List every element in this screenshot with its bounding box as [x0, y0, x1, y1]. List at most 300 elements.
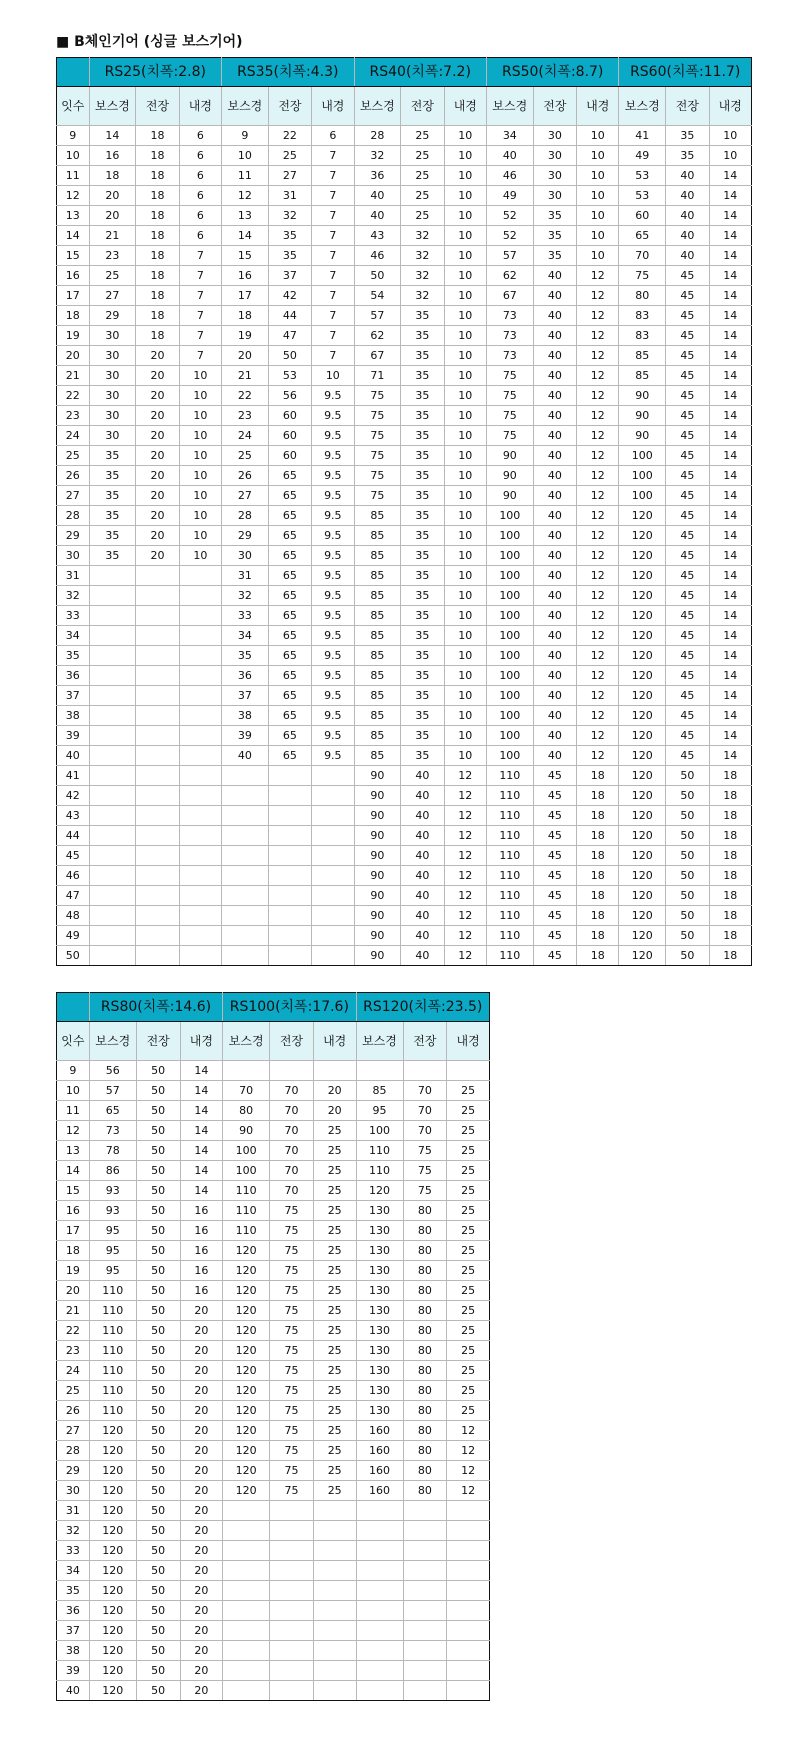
value-cell: 110	[486, 826, 533, 846]
value-cell: 50	[136, 1501, 180, 1521]
value-cell: 7	[179, 306, 221, 326]
value-cell	[222, 946, 269, 966]
value-cell: 65	[268, 546, 311, 566]
value-cell	[89, 706, 136, 726]
table-row	[57, 1121, 490, 1141]
value-cell: 110	[89, 1401, 136, 1421]
value-cell	[447, 1521, 490, 1541]
value-cell: 25	[313, 1261, 356, 1281]
value-cell: 10	[444, 526, 486, 546]
teeth-header: 잇수	[57, 1022, 90, 1061]
value-cell	[179, 566, 221, 586]
teeth-count-cell: 38	[57, 706, 90, 726]
value-cell: 50	[136, 1061, 180, 1081]
value-cell	[89, 906, 136, 926]
column-header: 내경	[179, 87, 221, 126]
value-cell: 14	[180, 1161, 223, 1181]
value-cell: 20	[180, 1461, 223, 1481]
value-cell	[136, 766, 179, 786]
value-cell	[270, 1601, 314, 1621]
value-cell	[136, 726, 179, 746]
value-cell	[223, 1641, 270, 1661]
value-cell: 71	[354, 366, 401, 386]
value-cell: 90	[354, 926, 401, 946]
value-cell: 80	[403, 1401, 447, 1421]
value-cell: 50	[136, 1341, 180, 1361]
value-cell: 75	[619, 266, 666, 286]
table-row	[57, 366, 752, 386]
value-cell: 35	[401, 726, 444, 746]
value-cell	[136, 626, 179, 646]
value-cell: 25	[222, 446, 269, 466]
column-header: 보스경	[356, 1022, 403, 1061]
value-cell: 12	[577, 426, 619, 446]
value-cell: 25	[447, 1121, 490, 1141]
value-cell: 18	[709, 926, 751, 946]
table-row	[57, 906, 752, 926]
value-cell: 18	[577, 786, 619, 806]
value-cell: 35	[401, 326, 444, 346]
value-cell: 10	[709, 146, 751, 166]
value-cell	[313, 1561, 356, 1581]
value-cell	[403, 1541, 447, 1561]
value-cell	[89, 746, 136, 766]
value-cell: 20	[136, 506, 179, 526]
value-cell: 120	[619, 906, 666, 926]
teeth-count-cell: 36	[57, 1601, 90, 1621]
value-cell: 14	[180, 1181, 223, 1201]
value-cell: 40	[533, 746, 576, 766]
value-cell: 40	[666, 226, 709, 246]
value-cell: 25	[313, 1221, 356, 1241]
value-cell: 14	[709, 286, 751, 306]
value-cell: 10	[444, 246, 486, 266]
table-row	[57, 1501, 490, 1521]
value-cell: 12	[444, 826, 486, 846]
value-cell: 10	[444, 466, 486, 486]
value-cell: 18	[222, 306, 269, 326]
group-header: RS25(치폭:2.8)	[89, 58, 221, 87]
table-row	[57, 1381, 490, 1401]
value-cell: 30	[222, 546, 269, 566]
value-cell: 40	[533, 706, 576, 726]
value-cell	[447, 1561, 490, 1581]
teeth-count-cell: 32	[57, 1521, 90, 1541]
table-row	[57, 246, 752, 266]
value-cell: 23	[89, 246, 136, 266]
value-cell	[89, 926, 136, 946]
value-cell: 18	[136, 306, 179, 326]
value-cell: 14	[180, 1121, 223, 1141]
value-cell	[313, 1601, 356, 1621]
table-row	[57, 226, 752, 246]
value-cell: 10	[577, 206, 619, 226]
table-row	[57, 206, 752, 226]
teeth-count-cell: 37	[57, 1621, 90, 1641]
value-cell: 6	[312, 126, 354, 146]
value-cell: 45	[666, 566, 709, 586]
value-cell	[222, 846, 269, 866]
value-cell: 20	[180, 1641, 223, 1661]
value-cell: 20	[136, 446, 179, 466]
table-row	[57, 886, 752, 906]
value-cell: 80	[403, 1481, 447, 1501]
value-cell	[89, 686, 136, 706]
column-header: 전장	[136, 87, 179, 126]
value-cell: 14	[709, 506, 751, 526]
value-cell: 52	[486, 226, 533, 246]
value-cell: 120	[356, 1181, 403, 1201]
value-cell: 27	[89, 286, 136, 306]
value-cell: 75	[486, 366, 533, 386]
value-cell: 120	[89, 1561, 136, 1581]
value-cell: 44	[268, 306, 311, 326]
value-cell: 40	[533, 686, 576, 706]
table-row	[57, 846, 752, 866]
table-row	[57, 566, 752, 586]
value-cell: 100	[486, 746, 533, 766]
value-cell: 100	[486, 546, 533, 566]
value-cell	[270, 1621, 314, 1641]
value-cell: 130	[356, 1381, 403, 1401]
value-cell: 75	[354, 486, 401, 506]
value-cell: 160	[356, 1421, 403, 1441]
column-header: 보스경	[354, 87, 401, 126]
teeth-count-cell: 28	[57, 506, 90, 526]
value-cell: 80	[403, 1361, 447, 1381]
value-cell: 7	[179, 266, 221, 286]
value-cell: 40	[401, 946, 444, 966]
value-cell: 50	[136, 1181, 180, 1201]
value-cell: 83	[619, 306, 666, 326]
value-cell: 35	[89, 446, 136, 466]
value-cell: 12	[577, 306, 619, 326]
value-cell: 30	[89, 346, 136, 366]
value-cell: 85	[354, 606, 401, 626]
value-cell: 6	[179, 186, 221, 206]
value-cell: 40	[354, 206, 401, 226]
value-cell: 160	[356, 1481, 403, 1501]
value-cell: 86	[89, 1161, 136, 1181]
value-cell: 75	[403, 1161, 447, 1181]
value-cell: 90	[354, 886, 401, 906]
teeth-count-cell: 22	[57, 1321, 90, 1341]
teeth-count-cell: 11	[57, 1101, 90, 1121]
table-row	[57, 1601, 490, 1621]
value-cell: 18	[709, 846, 751, 866]
value-cell: 30	[89, 366, 136, 386]
value-cell: 10	[444, 326, 486, 346]
value-cell: 14	[709, 546, 751, 566]
value-cell: 14	[180, 1061, 223, 1081]
value-cell	[136, 926, 179, 946]
value-cell: 14	[709, 246, 751, 266]
value-cell: 12	[444, 906, 486, 926]
value-cell: 50	[136, 1121, 180, 1141]
value-cell: 67	[354, 346, 401, 366]
value-cell: 80	[403, 1421, 447, 1441]
value-cell: 10	[444, 546, 486, 566]
value-cell: 10	[444, 606, 486, 626]
value-cell	[136, 586, 179, 606]
value-cell: 21	[89, 226, 136, 246]
value-cell	[223, 1541, 270, 1561]
column-header-row	[57, 87, 752, 126]
value-cell: 35	[401, 566, 444, 586]
value-cell: 14	[709, 426, 751, 446]
table-row	[57, 126, 752, 146]
value-cell: 25	[401, 146, 444, 166]
value-cell: 30	[533, 166, 576, 186]
teeth-count-cell: 20	[57, 1281, 90, 1301]
value-cell	[222, 926, 269, 946]
value-cell: 10	[577, 246, 619, 266]
value-cell	[89, 666, 136, 686]
teeth-count-cell: 18	[57, 306, 90, 326]
value-cell: 14	[709, 186, 751, 206]
teeth-count-cell: 30	[57, 546, 90, 566]
value-cell	[222, 806, 269, 826]
value-cell: 12	[577, 726, 619, 746]
value-cell: 18	[136, 226, 179, 246]
value-cell: 39	[222, 726, 269, 746]
value-cell: 40	[533, 506, 576, 526]
value-cell: 90	[354, 846, 401, 866]
value-cell: 35	[401, 466, 444, 486]
value-cell	[270, 1641, 314, 1661]
value-cell: 35	[401, 386, 444, 406]
value-cell: 65	[268, 686, 311, 706]
value-cell: 12	[447, 1421, 490, 1441]
value-cell	[268, 906, 311, 926]
teeth-count-cell: 25	[57, 1381, 90, 1401]
value-cell: 46	[486, 166, 533, 186]
value-cell: 35	[401, 586, 444, 606]
value-cell: 93	[89, 1181, 136, 1201]
teeth-count-cell: 43	[57, 806, 90, 826]
value-cell	[179, 826, 221, 846]
teeth-count-cell: 16	[57, 266, 90, 286]
value-cell: 62	[354, 326, 401, 346]
value-cell: 50	[136, 1661, 180, 1681]
value-cell: 53	[619, 186, 666, 206]
value-cell: 10	[179, 446, 221, 466]
value-cell: 50	[136, 1261, 180, 1281]
value-cell: 37	[222, 686, 269, 706]
value-cell: 25	[89, 266, 136, 286]
table-row	[57, 826, 752, 846]
value-cell: 45	[666, 426, 709, 446]
value-cell	[312, 806, 354, 826]
value-cell: 7	[312, 286, 354, 306]
value-cell: 40	[533, 586, 576, 606]
value-cell: 14	[709, 526, 751, 546]
teeth-count-cell: 17	[57, 286, 90, 306]
value-cell	[222, 826, 269, 846]
value-cell: 50	[136, 1441, 180, 1461]
value-cell: 50	[666, 826, 709, 846]
value-cell: 18	[136, 246, 179, 266]
value-cell: 10	[179, 366, 221, 386]
value-cell: 40	[401, 786, 444, 806]
value-cell: 9.5	[312, 526, 354, 546]
teeth-count-cell: 26	[57, 466, 90, 486]
value-cell: 38	[222, 706, 269, 726]
value-cell: 20	[136, 486, 179, 506]
value-cell: 45	[533, 906, 576, 926]
teeth-count-cell: 23	[57, 406, 90, 426]
value-cell: 110	[223, 1181, 270, 1201]
value-cell: 7	[179, 326, 221, 346]
value-cell	[179, 706, 221, 726]
value-cell: 25	[313, 1141, 356, 1161]
value-cell: 12	[577, 546, 619, 566]
value-cell: 20	[89, 206, 136, 226]
table-row	[57, 1181, 490, 1201]
value-cell	[179, 926, 221, 946]
value-cell: 25	[401, 186, 444, 206]
value-cell: 12	[444, 946, 486, 966]
value-cell: 20	[313, 1101, 356, 1121]
value-cell: 85	[354, 686, 401, 706]
value-cell: 120	[619, 926, 666, 946]
value-cell: 45	[666, 646, 709, 666]
value-cell: 120	[619, 946, 666, 966]
value-cell: 50	[136, 1381, 180, 1401]
value-cell: 70	[403, 1101, 447, 1121]
teeth-count-cell: 47	[57, 886, 90, 906]
value-cell: 80	[403, 1301, 447, 1321]
column-header: 내경	[577, 87, 619, 126]
value-cell: 40	[401, 826, 444, 846]
value-cell: 120	[89, 1541, 136, 1561]
value-cell: 20	[180, 1541, 223, 1561]
value-cell: 25	[313, 1441, 356, 1461]
value-cell: 40	[533, 326, 576, 346]
value-cell: 73	[486, 346, 533, 366]
value-cell: 65	[268, 746, 311, 766]
table-row	[57, 746, 752, 766]
value-cell: 40	[533, 366, 576, 386]
value-cell: 9	[222, 126, 269, 146]
value-cell: 9.5	[312, 506, 354, 526]
value-cell: 75	[354, 406, 401, 426]
value-cell: 14	[709, 206, 751, 226]
value-cell	[223, 1561, 270, 1581]
value-cell	[447, 1661, 490, 1681]
column-header: 전장	[136, 1022, 180, 1061]
teeth-count-cell: 21	[57, 366, 90, 386]
column-header: 내경	[313, 1022, 356, 1061]
group-header: RS100(치폭:17.6)	[223, 993, 356, 1022]
value-cell: 20	[180, 1561, 223, 1581]
value-cell: 10	[444, 406, 486, 426]
teeth-count-cell: 26	[57, 1401, 90, 1421]
value-cell: 78	[89, 1141, 136, 1161]
value-cell: 90	[354, 866, 401, 886]
table-row	[57, 1101, 490, 1121]
value-cell	[356, 1601, 403, 1621]
value-cell: 10	[444, 226, 486, 246]
teeth-count-cell: 30	[57, 1481, 90, 1501]
value-cell: 50	[666, 846, 709, 866]
value-cell: 9.5	[312, 666, 354, 686]
table-row	[57, 766, 752, 786]
value-cell: 120	[619, 886, 666, 906]
teeth-count-cell: 41	[57, 766, 90, 786]
value-cell	[179, 786, 221, 806]
value-cell: 33	[222, 606, 269, 626]
value-cell: 18	[136, 206, 179, 226]
group-header-row	[57, 58, 752, 87]
teeth-count-cell: 29	[57, 526, 90, 546]
value-cell: 50	[136, 1241, 180, 1261]
value-cell: 120	[619, 646, 666, 666]
value-cell: 20	[180, 1421, 223, 1441]
value-cell: 73	[486, 326, 533, 346]
value-cell: 50	[666, 886, 709, 906]
value-cell: 130	[356, 1201, 403, 1221]
value-cell	[356, 1661, 403, 1681]
value-cell: 70	[270, 1101, 314, 1121]
value-cell: 9.5	[312, 746, 354, 766]
value-cell: 40	[533, 626, 576, 646]
value-cell: 85	[354, 646, 401, 666]
value-cell: 16	[180, 1221, 223, 1241]
value-cell	[179, 946, 221, 966]
value-cell	[270, 1061, 314, 1081]
value-cell: 14	[89, 126, 136, 146]
value-cell: 75	[270, 1221, 314, 1241]
table-row	[57, 146, 752, 166]
value-cell: 80	[403, 1441, 447, 1461]
teeth-count-cell: 45	[57, 846, 90, 866]
value-cell: 20	[180, 1501, 223, 1521]
value-cell: 18	[577, 886, 619, 906]
value-cell: 110	[486, 866, 533, 886]
value-cell: 35	[401, 706, 444, 726]
value-cell: 35	[268, 246, 311, 266]
value-cell: 6	[179, 146, 221, 166]
value-cell: 130	[356, 1361, 403, 1381]
value-cell: 40	[533, 466, 576, 486]
table-row	[57, 666, 752, 686]
value-cell: 45	[666, 666, 709, 686]
teeth-count-cell: 21	[57, 1301, 90, 1321]
teeth-count-cell: 32	[57, 586, 90, 606]
value-cell: 45	[666, 606, 709, 626]
value-cell	[136, 906, 179, 926]
value-cell: 25	[313, 1281, 356, 1301]
value-cell: 75	[270, 1381, 314, 1401]
value-cell	[179, 606, 221, 626]
value-cell: 20	[180, 1481, 223, 1501]
value-cell	[222, 906, 269, 926]
teeth-count-cell: 46	[57, 866, 90, 886]
value-cell: 12	[577, 606, 619, 626]
value-cell: 45	[666, 306, 709, 326]
value-cell: 10	[179, 526, 221, 546]
value-cell: 90	[354, 806, 401, 826]
value-cell: 120	[619, 686, 666, 706]
value-cell: 7	[312, 166, 354, 186]
value-cell: 10	[179, 466, 221, 486]
value-cell: 35	[401, 646, 444, 666]
value-cell: 100	[619, 486, 666, 506]
value-cell: 50	[354, 266, 401, 286]
value-cell	[403, 1501, 447, 1521]
value-cell: 10	[444, 366, 486, 386]
